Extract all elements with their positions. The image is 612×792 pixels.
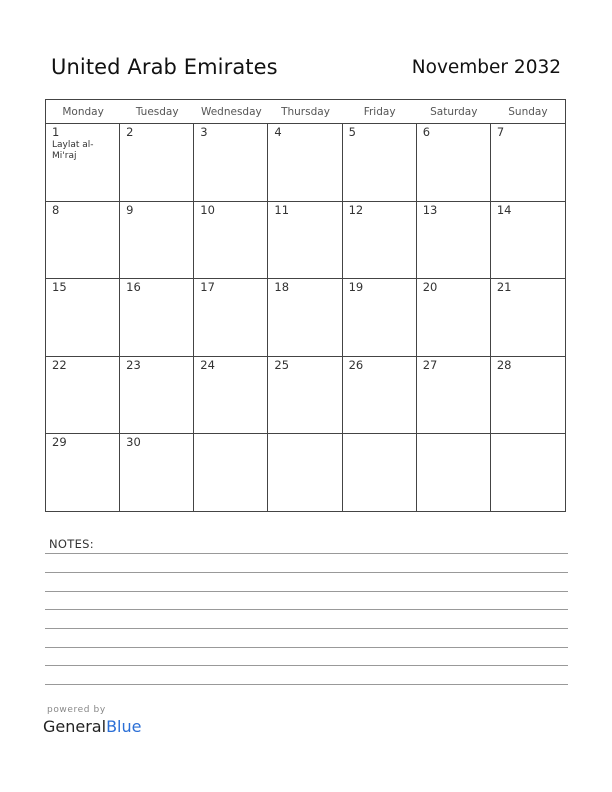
- notes-line: [45, 591, 568, 592]
- day-number: 15: [52, 280, 67, 295]
- day-cell: [194, 279, 268, 357]
- day-cell: [194, 434, 268, 512]
- brand-blue: Blue: [106, 717, 142, 736]
- day-number: 8: [52, 202, 60, 217]
- day-number: 12: [348, 202, 364, 217]
- day-cell: [268, 357, 342, 435]
- day-number: 30: [126, 435, 141, 450]
- day-number: 14: [496, 202, 512, 217]
- day-cell: [46, 434, 120, 512]
- day-number: 26: [348, 357, 364, 372]
- day-number: 27: [422, 357, 438, 372]
- day-number: 28: [496, 357, 512, 372]
- weekday-friday: Friday: [363, 106, 396, 118]
- weekday-header: [46, 100, 565, 124]
- day-cell: [343, 202, 417, 280]
- notes-line: [45, 628, 568, 629]
- country-title: United Arab Emirates: [51, 55, 278, 79]
- day-number: 1: [52, 125, 60, 139]
- day-number: 24: [200, 357, 215, 372]
- weekday-monday: Monday: [62, 106, 104, 118]
- day-cell: [491, 434, 565, 512]
- notes-line: [45, 647, 568, 648]
- brand-general: General: [43, 717, 107, 736]
- day-cell: [417, 357, 491, 435]
- day-number: 2: [126, 125, 134, 139]
- generalblue-logo: [43, 717, 141, 736]
- day-cell: [417, 202, 491, 280]
- notes-line: [45, 684, 568, 685]
- holiday-label: Laylat al-Mi'raj: [52, 140, 94, 161]
- day-cell: [417, 124, 491, 202]
- day-cell: [46, 202, 120, 280]
- day-cell: [343, 434, 417, 512]
- day-cell: [343, 124, 417, 202]
- day-cell: [417, 434, 491, 512]
- day-number: 4: [274, 125, 282, 139]
- day-cell: [120, 124, 194, 202]
- weekday-saturday: Saturday: [430, 106, 478, 118]
- weekday-tuesday: Tuesday: [135, 106, 179, 118]
- day-number: 19: [348, 280, 364, 295]
- calendar-grid: [45, 99, 566, 512]
- day-cell: [417, 279, 491, 357]
- day-cell: [268, 279, 342, 357]
- day-cell: [46, 279, 120, 357]
- day-number: 18: [274, 280, 290, 295]
- day-number: 20: [422, 280, 438, 295]
- day-cell: [120, 357, 194, 435]
- day-number: 11: [274, 202, 290, 217]
- day-number: 29: [52, 435, 67, 450]
- day-number: 22: [52, 357, 67, 372]
- day-cell: [194, 124, 268, 202]
- weekday-sunday: Sunday: [508, 106, 548, 118]
- day-cell: [343, 357, 417, 435]
- day-cell: [194, 202, 268, 280]
- day-cell: [268, 434, 342, 512]
- day-cell: [120, 279, 194, 357]
- day-cell: [268, 202, 342, 280]
- notes-line: [45, 553, 568, 554]
- weekday-thursday: Thursday: [281, 106, 330, 118]
- day-number: 6: [422, 125, 431, 139]
- day-number: 3: [200, 125, 208, 139]
- notes-label: NOTES:: [49, 537, 94, 551]
- month-title: November 2032: [411, 57, 561, 78]
- powered-by-text: powered by: [47, 705, 106, 715]
- day-cell: [491, 357, 565, 435]
- day-number: 5: [348, 125, 356, 139]
- day-number: 21: [496, 280, 512, 295]
- day-cell: [194, 357, 268, 435]
- day-cell: [343, 279, 417, 357]
- weekday-wednesday: Wednesday: [200, 106, 262, 118]
- day-number: 7: [496, 125, 505, 139]
- days-grid: [46, 124, 565, 512]
- day-number: 16: [126, 280, 141, 295]
- day-cell: [491, 202, 565, 280]
- day-number: 23: [126, 357, 141, 372]
- day-cell: [268, 124, 342, 202]
- day-cell: [46, 124, 120, 202]
- day-number: 25: [274, 357, 290, 372]
- day-number: 10: [200, 202, 215, 217]
- day-number: 13: [422, 202, 438, 217]
- notes-line: [45, 572, 568, 573]
- day-cell: [491, 124, 565, 202]
- notes-line: [45, 609, 568, 610]
- day-number: 17: [200, 280, 215, 295]
- day-cell: [491, 279, 565, 357]
- day-cell: [46, 357, 120, 435]
- day-number: 9: [126, 202, 134, 217]
- day-cell: [120, 434, 194, 512]
- notes-line: [45, 665, 568, 666]
- day-cell: [120, 202, 194, 280]
